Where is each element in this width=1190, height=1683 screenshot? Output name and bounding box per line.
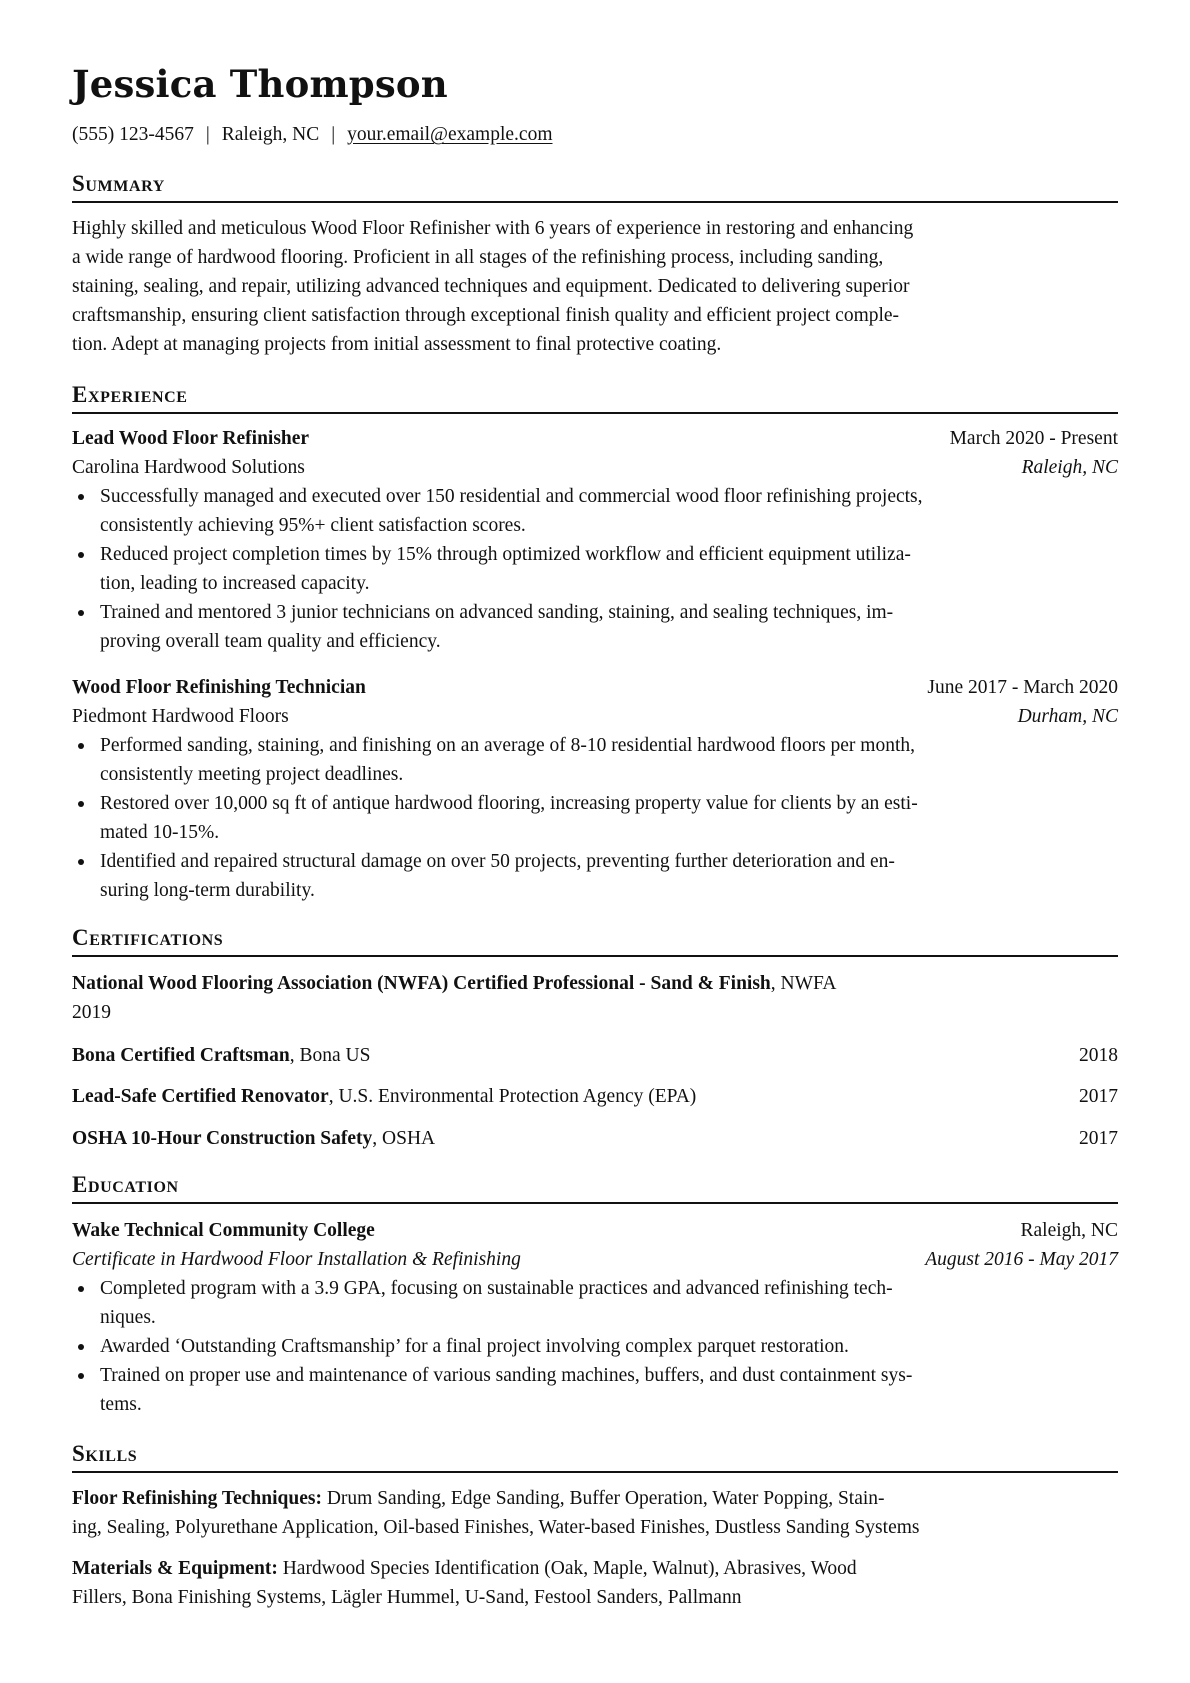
certification-issuer: , NWFA xyxy=(770,973,837,994)
summary-line: Highly skilled and meticulous Wood Floor Refinisher with 6 years of experience in restoring and enhancing xyxy=(72,218,914,239)
bullet-icon xyxy=(78,1286,84,1292)
bullet-icon xyxy=(78,1373,84,1379)
skill-group-label: Floor Refinishing Techniques: xyxy=(72,1488,322,1509)
section-heading-education: Education xyxy=(72,1171,1118,1204)
bullet-text: mated 10-15%. xyxy=(100,822,220,843)
list-item xyxy=(72,1361,1118,1419)
certification-name: National Wood Flooring Association (NWFA) Certified Professional - Sand & Finish xyxy=(72,973,771,994)
bullet-icon xyxy=(78,552,84,558)
bullet-text: Awarded ‘Outstanding Craftsmanship’ for a final project involving complex parquet restoration. xyxy=(100,1336,849,1357)
bullet-list xyxy=(72,482,1118,656)
bullet-text: proving overall team quality and efficiency. xyxy=(100,631,441,652)
separator: | xyxy=(331,124,336,145)
bullet-text: Restored over 10,000 sq ft of antique hardwood flooring, increasing property value for clients by an esti- xyxy=(100,793,918,814)
degree: Certificate in Hardwood Floor Installation & Refinishing xyxy=(72,1249,521,1270)
bullet-list xyxy=(72,731,1118,905)
section-heading-summary: Summary xyxy=(72,170,1118,203)
bullet-text: tion, leading to increased capacity. xyxy=(100,573,370,594)
certification-entry xyxy=(72,1124,1118,1153)
separator: | xyxy=(205,124,210,145)
bullet-text: Completed program with a 3.9 GPA, focusing on sustainable practices and advanced refinishing tech- xyxy=(100,1278,893,1299)
certification-issuer: , OSHA xyxy=(372,1128,436,1149)
certification-year: 2019 xyxy=(72,1002,111,1023)
summary-line: staining, sealing, and repair, utilizing advanced techniques and equipment. Dedicated to delivering superior xyxy=(72,276,910,297)
skill-list: Fillers, Bona Finishing Systems, Lägler Hummel, U-Sand, Festool Sanders, Pallmann xyxy=(72,1587,742,1608)
bullet-icon xyxy=(78,859,84,865)
school-location: Raleigh, NC xyxy=(1020,1220,1118,1241)
list-item xyxy=(72,1274,1118,1332)
bullet-text: consistently meeting project deadlines. xyxy=(100,764,404,785)
summary-line: tion. Adept at managing projects from initial assessment to final protective coating. xyxy=(72,334,722,355)
location: Raleigh, NC xyxy=(221,124,320,145)
job-location: Raleigh, NC xyxy=(1021,457,1118,478)
bullet-text: consistently achieving 95%+ client satisfaction scores. xyxy=(100,515,526,536)
education-dates: August 2016 - May 2017 xyxy=(925,1249,1118,1270)
list-item xyxy=(72,1332,1118,1361)
bullet-icon xyxy=(78,743,84,749)
company-name: Piedmont Hardwood Floors xyxy=(72,706,289,727)
skill-list: Hardwood Species Identification (Oak, Maple, Walnut), Abrasives, Wood xyxy=(277,1558,857,1579)
list-item xyxy=(72,598,1118,656)
bullet-icon xyxy=(78,801,84,807)
list-item xyxy=(72,847,1118,905)
certification-entry xyxy=(72,1082,1118,1111)
skill-list: Drum Sanding, Edge Sanding, Buffer Operation, Water Popping, Stain- xyxy=(321,1488,885,1509)
phone-number: (555) 123-4567 xyxy=(72,124,194,145)
certification-entry xyxy=(72,1041,1118,1070)
certification-name: OSHA 10-Hour Construction Safety xyxy=(72,1128,373,1149)
summary-line: a wide range of hardwood flooring. Proficient in all stages of the refinishing process, including sanding, xyxy=(72,247,884,268)
list-item xyxy=(72,731,1118,789)
bullet-icon xyxy=(78,1344,84,1350)
skill-group xyxy=(72,1484,1118,1542)
bullet-text: Performed sanding, staining, and finishing on an average of 8-10 residential hardwood floors per month, xyxy=(100,735,916,756)
certification-year: 2017 xyxy=(1079,1086,1118,1107)
summary-paragraph xyxy=(72,214,1118,359)
certification-issuer: , Bona US xyxy=(289,1045,371,1066)
email-link[interactable]: your.email@example.com xyxy=(347,124,553,145)
certification-entry xyxy=(72,969,1118,1027)
education-entry xyxy=(72,1216,1118,1419)
bullet-text: Trained and mentored 3 junior technicians on advanced sanding, staining, and sealing techniques, im- xyxy=(100,602,894,623)
bullet-text: Successfully managed and executed over 150 residential and commercial wood floor refinishing projects, xyxy=(100,486,923,507)
job-title: Lead Wood Floor Refinisher xyxy=(72,428,310,449)
bullet-text: niques. xyxy=(100,1307,156,1328)
section-heading-skills: Skills xyxy=(72,1440,1118,1473)
job-location: Durham, NC xyxy=(1017,706,1118,727)
bullet-text: Reduced project completion times by 15% through optimized workflow and efficient equipment utiliza- xyxy=(100,544,911,565)
company-name: Carolina Hardwood Solutions xyxy=(72,457,305,478)
bullet-text: tems. xyxy=(100,1394,142,1415)
skill-list: ing, Sealing, Polyurethane Application, Oil-based Finishes, Water-based Finishes, Dustless Sanding Systems xyxy=(72,1517,920,1538)
school-name: Wake Technical Community College xyxy=(72,1220,375,1241)
job-dates: June 2017 - March 2020 xyxy=(927,677,1118,698)
bullet-icon xyxy=(78,494,84,500)
candidate-name: Jessica Thompson xyxy=(72,62,448,106)
list-item xyxy=(72,482,1118,540)
skill-group xyxy=(72,1554,1118,1612)
certification-name: Bona Certified Craftsman xyxy=(72,1045,290,1066)
certification-issuer: , U.S. Environmental Protection Agency (EPA) xyxy=(328,1086,697,1107)
contact-line xyxy=(72,122,1118,148)
section-heading-experience: Experience xyxy=(72,381,1118,414)
job-entry xyxy=(72,673,1118,905)
job-dates: March 2020 - Present xyxy=(949,428,1118,449)
list-item xyxy=(72,540,1118,598)
bullet-text: Trained on proper use and maintenance of various sanding machines, buffers, and dust containment sys- xyxy=(100,1365,913,1386)
list-item xyxy=(72,789,1118,847)
bullet-icon xyxy=(78,610,84,616)
bullet-text: Identified and repaired structural damage on over 50 projects, preventing further deterioration and en- xyxy=(100,851,895,872)
section-heading-certifications: Certifications xyxy=(72,924,1118,957)
summary-line: craftsmanship, ensuring client satisfaction through exceptional finish quality and efficient project comple- xyxy=(72,305,900,326)
bullet-text: suring long-term durability. xyxy=(100,880,315,901)
job-entry xyxy=(72,424,1118,656)
resume-page xyxy=(72,0,1118,1683)
certification-year: 2018 xyxy=(1079,1045,1118,1066)
certification-year: 2017 xyxy=(1079,1128,1118,1149)
bullet-list xyxy=(72,1274,1118,1419)
skill-group-label: Materials & Equipment: xyxy=(72,1558,278,1579)
certification-name: Lead-Safe Certified Renovator xyxy=(72,1086,329,1107)
job-title: Wood Floor Refinishing Technician xyxy=(72,677,366,698)
